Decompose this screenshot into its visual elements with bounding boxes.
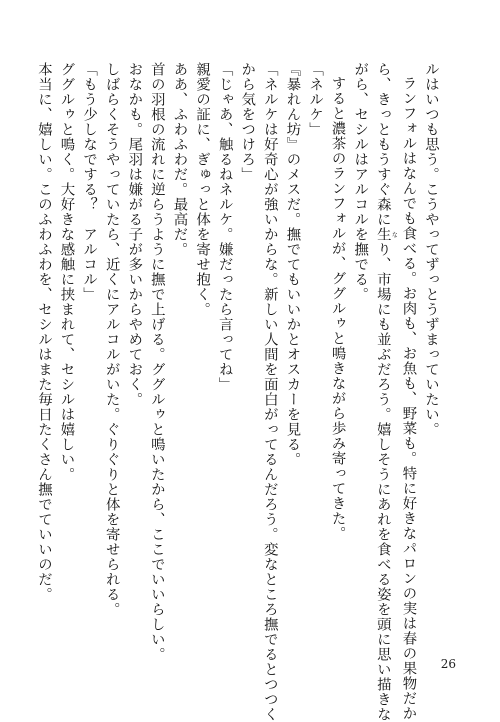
text-line: がら、セシルはアルコルを撫でる。: [352, 62, 369, 302]
vertical-text-body: [35, 62, 442, 722]
text-line: 親愛の証に、ぎゅっと体を寄せ抱く。: [194, 62, 211, 317]
text-line: 「ネルケは好奇心が強いからな。新しい人間を面白がってるんだろう。変なところ撫でるとつつく: [261, 62, 278, 722]
ruby-reading: な: [390, 227, 398, 242]
ruby-annotation: 生 な: [374, 227, 398, 242]
text-line: しばらくそうやっていたら、近くにアルコルがいた。ぐりぐりと体を寄せられる。: [103, 62, 120, 617]
text-line: ググルゥと鳴く。大好きな感触に挟まれて、セシルは嬉しい。: [58, 62, 75, 482]
text-line: おなかも。尾羽は嫌がる子が多いからやめておく。: [126, 62, 143, 407]
text-line: 『暴れん坊』のメスだ。撫でてもいいかとオスカーを見る。: [284, 62, 301, 467]
text-line: ら、きっともうすぐ森に生 なり、市場にも並ぶだろう。嬉しそうにあれを食べる姿を頭に思い描きな: [374, 62, 398, 722]
text-line: ルはいつも思う。こうやってずっとうずまっていたい。: [423, 62, 439, 437]
text-line: 本当に、嬉しい。このふわふわを、セシルはまた毎日たくさん撫でていいのだ。: [35, 62, 52, 602]
text-line: すると濃茶のランフォルが、ググルゥと鳴きながら歩み寄ってきた。: [329, 76, 346, 542]
text-line: 「ネルケ」: [307, 62, 324, 137]
text-line: 「じゃあ、触るねネルケ。嫌だったら言ってね」: [216, 62, 233, 392]
page-number: 26: [440, 657, 456, 671]
text-line: 「もう少しなでする？ アルコル」: [81, 62, 98, 302]
text-line: 首の羽根の流れに逆らうように撫で上げる。ググルゥと鳴いたから、ここでいいらしい。: [148, 62, 165, 662]
text-line: ああ、ふわふわだ。最高だ。: [171, 62, 188, 257]
text-line: ランフォルはなんでも食べる。お肉も、お魚も、野菜も。特に好きなパロンの実は春の果物だか: [400, 76, 417, 722]
text-line: から気をつけろ」: [239, 62, 256, 182]
